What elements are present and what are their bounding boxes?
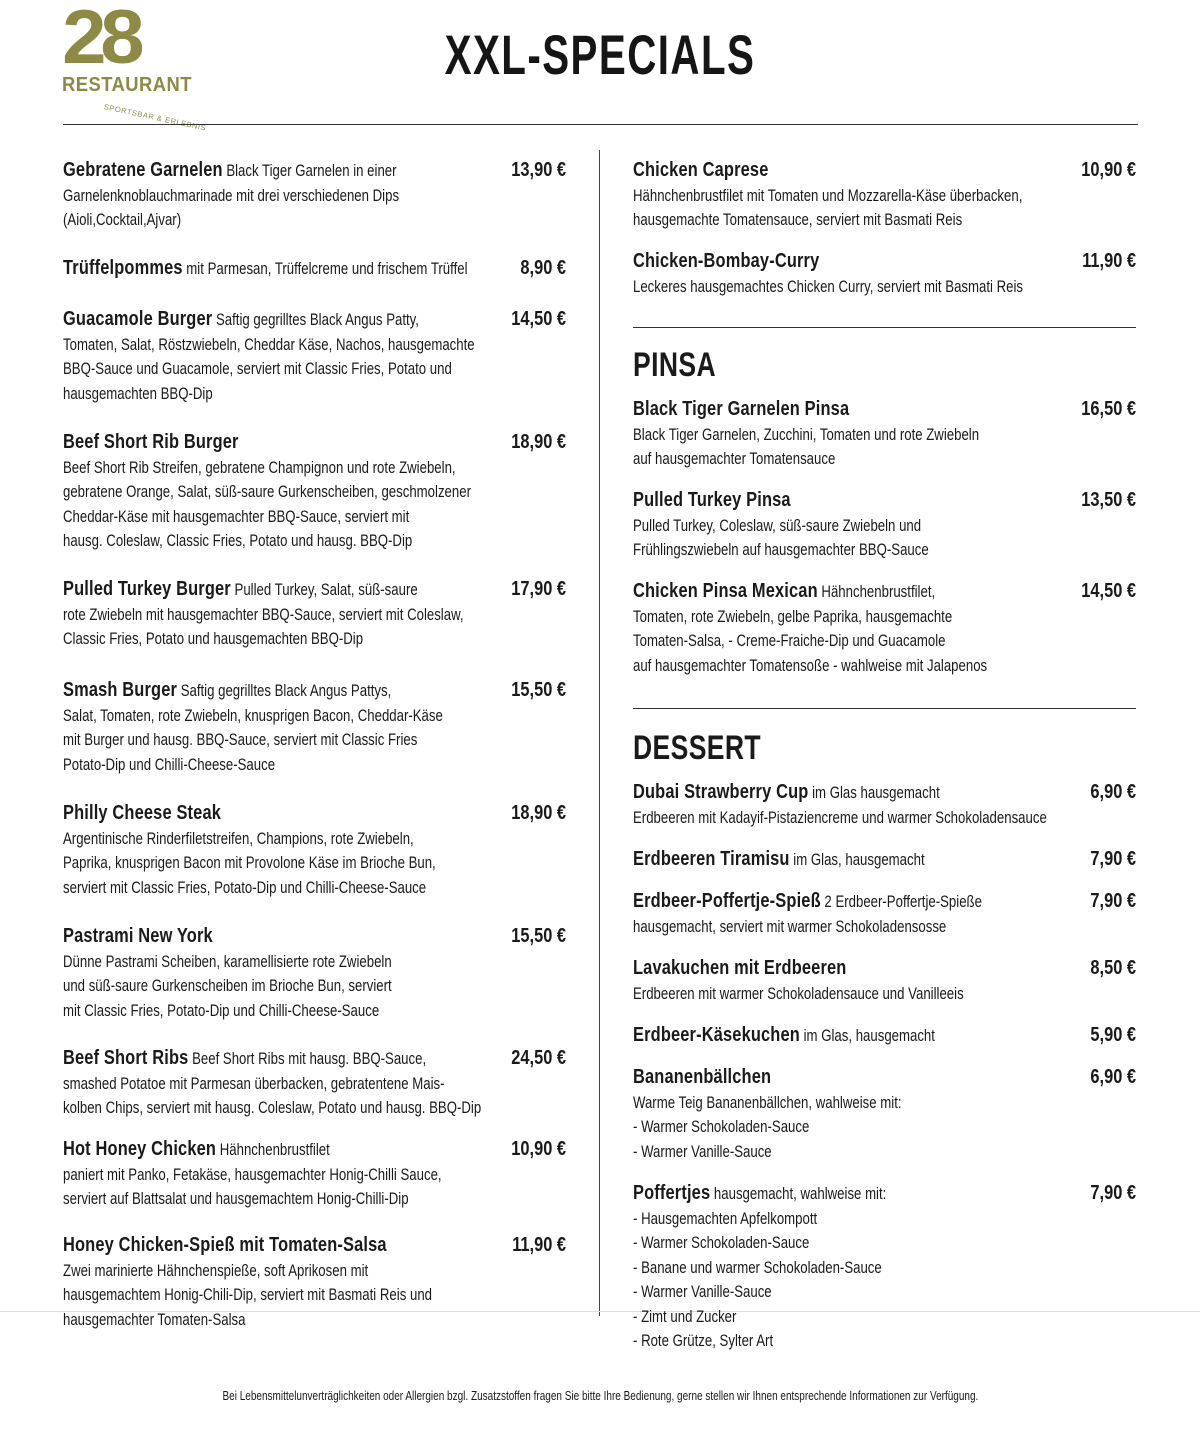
menu-item-name: Pulled Turkey Burger [63,577,231,600]
menu-item-inline-description: mit Parmesan, Trüffelcreme und frischem Trüffel [182,260,468,278]
dessert-divider [633,708,1136,709]
menu-item-price: 18,90 € [511,430,566,453]
menu-item-name: Philly Cheese Steak [63,801,222,824]
menu-item-inline-description: 2 Erdbeer-Poffertje-Spieße [820,893,982,911]
menu-item-name: Pastrami New York [63,924,213,947]
menu-item-price: 7,90 € [1090,1181,1136,1204]
menu-item-price: 16,50 € [1081,397,1136,420]
menu-item-inline-description: Beef Short Ribs mit hausg. BBQ-Sauce, [188,1050,427,1068]
menu-item-name: Erdbeeren Tiramisu [633,847,790,870]
menu-item-name: Chicken Pinsa Mexican [633,579,818,602]
header-divider [63,124,1138,125]
menu-item-inline-description: Hähnchenbrustfilet [216,1141,330,1159]
menu-item-inline-description: Saftig gegrilltes Black Angus Pattys, [177,682,392,700]
menu-item-price: 10,90 € [1081,158,1136,181]
menu-item-inline-description: hausgemacht, wahlweise mit: [710,1185,887,1203]
menu-item-price: 8,50 € [1090,956,1136,979]
menu-item-name: Chicken Caprese [633,158,769,181]
menu-item-name: Dubai Strawberry Cup [633,780,809,803]
allergy-notice-text: Bei Lebensmittelunverträglichkeiten oder Allergien bzgl. Zusatzstoffen fragen Sie bitte Ihre Bedienung, gerne stellen wir Ihnen entsprechende Informationen zur Verfügung. [222,1389,978,1403]
menu-item-price: 10,90 € [511,1137,566,1160]
menu-item-price: 7,90 € [1090,889,1136,912]
menu-item-price: 24,50 € [511,1046,566,1069]
pinsa-heading: PINSA [633,346,717,384]
menu-item-inline-description: im Glas hausgemacht [808,784,940,802]
menu-item-inline-description: Pulled Turkey, Salat, süß-saure [230,581,418,599]
menu-item-name: Honey Chicken-Spieß mit Tomaten-Salsa [63,1233,387,1256]
menu-item-price: 15,50 € [511,924,566,947]
menu-item-name: Guacamole Burger [63,307,213,330]
menu-item-price: 13,90 € [511,158,566,181]
pinsa-divider [633,327,1136,328]
menu-item-price: 18,90 € [511,801,566,824]
menu-item-name: Trüffelpommes [63,256,183,279]
logo-word: RESTAURANT [62,74,192,96]
menu-item-price: 8,90 € [520,256,566,279]
menu-item-price: 5,90 € [1090,1023,1136,1046]
menu-item-name: Poffertjes [633,1181,711,1204]
menu-item-price: 6,90 € [1090,1065,1136,1088]
menu-item-price: 14,50 € [511,307,566,330]
menu-item-price: 11,90 € [512,1233,566,1256]
menu-item-name: Black Tiger Garnelen Pinsa [633,397,850,420]
menu-item-name: Gebratene Garnelen [63,158,223,181]
menu-item-name: Hot Honey Chicken [63,1137,217,1160]
menu-item-name: Beef Short Rib Burger [63,430,239,453]
menu-item-price: 11,90 € [1082,249,1136,272]
page-title: XXL-SPECIALS [444,23,756,86]
dessert-heading: DESSERT [633,729,761,767]
menu-item-price: 13,50 € [1081,488,1136,511]
menu-item-inline-description: Hähnchenbrustfilet, [817,583,936,601]
menu-item-price: 14,50 € [1081,579,1136,602]
logo-tagline: SPORTSBAR & ERLEBNIS [103,102,208,133]
menu-item-name: Chicken-Bombay-Curry [633,249,820,272]
menu-item-name: Beef Short Ribs [63,1046,189,1069]
menu-item-inline-description: Black Tiger Garnelen in einer [222,162,397,180]
menu-item-price: 17,90 € [511,577,566,600]
column-divider [599,150,600,1316]
allergy-notice [0,1389,1200,1403]
menu-item-inline-description: im Glas, hausgemacht [789,851,925,869]
menu-item-inline-description: im Glas, hausgemacht [799,1027,935,1045]
menu-item-inline-description: Saftig gegrilltes Black Angus Patty, [212,311,419,329]
menu-item-price: 6,90 € [1090,780,1136,803]
menu-item-name: Smash Burger [63,678,178,701]
menu-item-name: Lavakuchen mit Erdbeeren [633,956,847,979]
menu-item-price: 15,50 € [511,678,566,701]
menu-item-name: Pulled Turkey Pinsa [633,488,791,511]
menu-item-name: Erdbeer-Käsekuchen [633,1023,800,1046]
menu-item-price: 7,90 € [1090,847,1136,870]
menu-item-name: Bananenbällchen [633,1065,772,1088]
menu-item-name: Erdbeer-Poffertje-Spieß [633,889,821,912]
logo-number: 28 [62,0,139,80]
